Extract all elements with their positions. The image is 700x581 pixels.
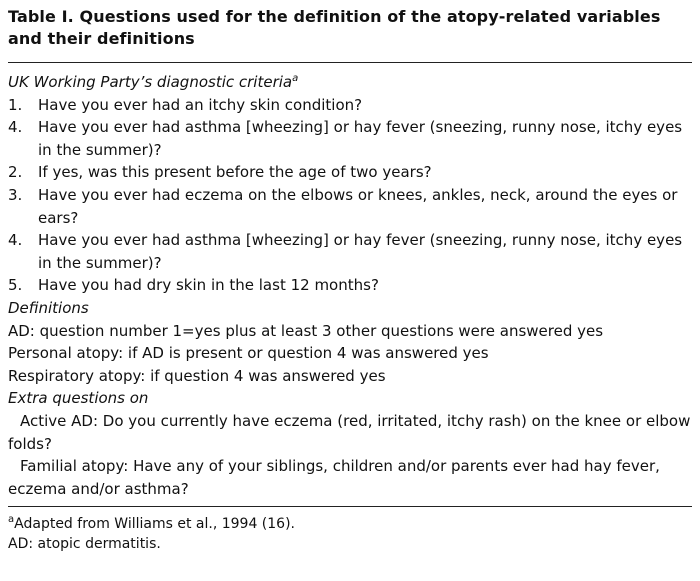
- definition-ad: AD: question number 1=yes plus at least 3 other questions were answered yes: [8, 321, 604, 340]
- extra-question-text: Familial atopy: Have any of your siblings, children and/or parents ever had hay fever, eczema and/or asthma?: [8, 457, 660, 498]
- question-text: Have you ever had asthma [wheezing] or hay fever (sneezing, runny nose, itchy eyes in the summer)?: [38, 231, 683, 272]
- extra-questions-heading: Extra questions on: [8, 389, 149, 408]
- question-row: [8, 274, 692, 297]
- footnote-abbreviation: AD: atopic dermatitis.: [8, 536, 161, 553]
- question-text: Have you ever had asthma [wheezing] or hay fever (sneezing, runny nose, itchy eyes in the summer)?: [38, 118, 683, 159]
- question-number: 3.: [8, 185, 23, 204]
- footnote-a-marker: a: [8, 514, 15, 526]
- uk-criteria-heading: [8, 71, 692, 94]
- table-title: Table I. Questions used for the definition of the atopy-related variables and their definitions: [8, 7, 661, 48]
- question-row: [8, 94, 692, 117]
- question-text: Have you had dry skin in the last 12 months?: [38, 276, 379, 295]
- question-text: Have you ever had eczema on the elbows or knees, ankles, neck, around the eyes or ears?: [38, 185, 678, 227]
- question-text: If yes, was this present before the age of two years?: [38, 163, 432, 182]
- question-row: [8, 229, 692, 274]
- question-row: [8, 161, 692, 184]
- extra-question-text: Active AD: Do you currently have eczema (red, irritated, itchy rash) on the knee or elbow folds?: [8, 411, 691, 453]
- footnote-a-text: Adapted from Williams et al., 1994 (16).: [14, 516, 295, 533]
- question-number: 5.: [8, 276, 23, 295]
- question-number: 2.: [8, 163, 23, 182]
- table-container: [8, 6, 692, 554]
- definition-respiratory-atopy: Respiratory atopy: if question 4 was answered yes: [8, 366, 386, 385]
- table-footnotes: [8, 507, 692, 554]
- question-row: [8, 116, 692, 161]
- footnote-a: [8, 514, 692, 534]
- question-number: 1.: [8, 95, 23, 114]
- question-row: [8, 184, 692, 229]
- extra-question-familial-atopy: [8, 455, 692, 500]
- definitions-heading: Definitions: [8, 298, 89, 317]
- uk-criteria-heading-text: UK Working Party’s diagnostic criteria: [8, 73, 293, 91]
- footnote-marker-a: a: [292, 73, 299, 84]
- definition-personal-atopy: Personal atopy: if AD is present or question 4 was answered yes: [8, 344, 489, 363]
- question-number: 4.: [8, 118, 23, 137]
- question-text: Have you ever had an itchy skin condition?: [38, 95, 363, 114]
- question-number: 4.: [8, 231, 23, 250]
- table-body: [8, 63, 692, 506]
- extra-question-active-ad: [8, 410, 692, 455]
